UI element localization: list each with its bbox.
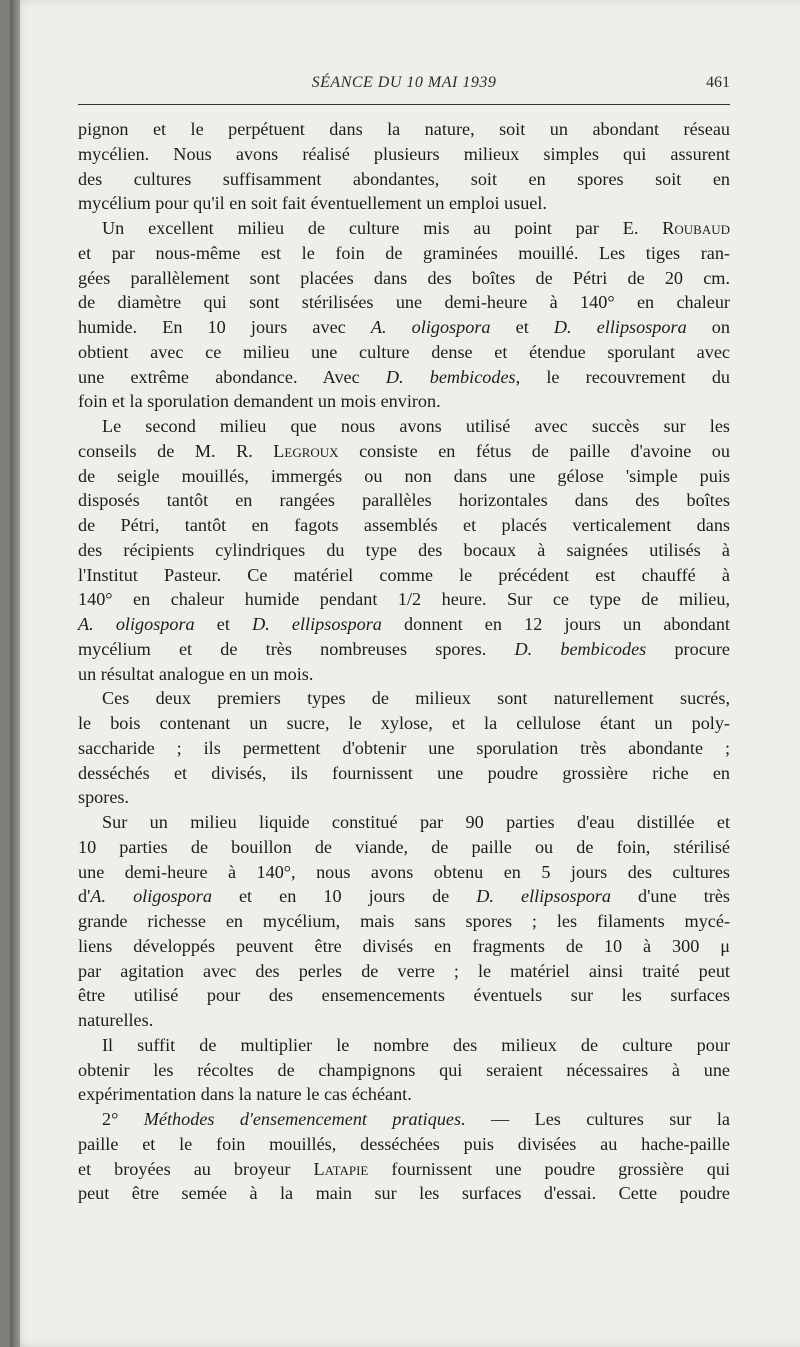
text-line: 140° en chaleur humide pendant 1/2 heure. Sur ce type de milieu,: [78, 589, 730, 610]
text-line: Ces deux premiers types de milieux sont naturellement sucrés,: [102, 688, 730, 709]
text-line: un résultat analogue en un mois.: [78, 663, 314, 684]
text-line: par agitation avec des perles de verre ; le matériel ainsi traité peut: [78, 960, 730, 981]
text-line: de Pétri, tantôt en fagots assemblés et placés verticalement dans: [78, 515, 730, 535]
text-line: Il suffit de multiplier le nombre des milieux de culture pour: [102, 1034, 730, 1055]
text-line: paille et le foin mouillés, desséchées puis divisées au hache-paille: [78, 1133, 730, 1154]
running-head: SÉANCE DU 10 MAI 1939: [311, 74, 497, 91]
text-line: de diamètre qui sont stérilisées une demi-heure à 140° en chaleur: [78, 292, 730, 313]
text-line: naturelles.: [78, 1010, 154, 1030]
text-line: spores.: [78, 787, 130, 808]
text-line: 2° Méthodes d'ensemencement pratiques. — Les cultures sur la: [102, 1109, 730, 1129]
paragraph: [78, 414, 730, 686]
text-line: de seigle mouillés, immergés ou non dans une gélose 'simple puis: [78, 465, 730, 486]
text-line: expérimentation dans la nature le cas échéant.: [78, 1084, 412, 1105]
text-line: liens développés peuvent être divisés en fragments de 10 à 300 μ: [78, 935, 730, 956]
text-line: disposés tantôt en rangées parallèles horizontales dans des boîtes: [78, 490, 730, 511]
text-line: Un excellent milieu de culture mis au point par E. Roubaud: [102, 218, 730, 238]
text-line: et broyées au broyeur Latapie fournissent une poudre grossière qui: [78, 1158, 731, 1179]
text-line: des cultures suffisamment abondantes, soit en spores soit en: [78, 168, 730, 189]
text-line: une extrême abondance. Avec D. bembicodes, le recouvrement du: [78, 366, 731, 387]
text-line: l'Institut Pasteur. Ce matériel comme le précédent est chauffé à: [78, 564, 730, 585]
text-line: A. oligospora et D. ellipsospora donnent en 12 jours un abondant: [78, 614, 730, 634]
paragraph: [78, 216, 730, 414]
text-line: Sur un milieu liquide constitué par 90 parties d'eau distillée et: [102, 812, 730, 832]
text-line: obtient avec ce milieu une culture dense et étendue sporulant avec: [78, 341, 730, 362]
text-line: Le second milieu que nous avons utilisé avec succès sur les: [102, 416, 730, 436]
text-line: saccharide ; ils permettent d'obtenir une sporulation très abondante ;: [78, 737, 730, 758]
text-line: d'A. oligospora et en 10 jours de D. ellipsospora d'une très: [78, 886, 730, 907]
text-line: foin et la sporulation demandent un mois environ.: [78, 391, 441, 412]
text-line: peut être semée à la main sur les surfaces d'essai. Cette poudre: [78, 1183, 730, 1204]
text-line: mycélien. Nous avons réalisé plusieurs milieux simples qui assurent: [78, 143, 730, 164]
paragraph: [78, 810, 730, 1033]
text-line: conseils de M. R. Legroux consiste en fétus de paille d'avoine ou: [78, 440, 730, 461]
text-line: desséchés et divisés, ils fournissent une poudre grossière riche en: [78, 762, 730, 783]
book-page: [10, 0, 800, 1347]
text-line: 10 parties de bouillon de viande, de paille ou de foin, stérilisé: [78, 836, 730, 857]
text-line: des récipients cylindriques du type des bocaux à saignées utilisés à: [78, 539, 730, 560]
text-line: une demi-heure à 140°, nous avons obtenu en 5 jours des cultures: [78, 861, 730, 882]
text-line: humide. En 10 jours avec A. oligospora et D. ellipsospora on: [78, 317, 730, 337]
text-line: mycélium pour qu'il en soit fait éventuellement un emploi usuel.: [78, 193, 547, 214]
paragraph: [78, 686, 730, 810]
text-line: gées parallèlement sont placées dans des boîtes de Pétri de 20 cm.: [78, 267, 730, 288]
text-line: mycélium et de très nombreuses spores. D. bembicodes procure: [78, 638, 731, 659]
text-line: grande richesse en mycélium, mais sans spores ; les filaments mycé-: [78, 911, 730, 931]
text-line: le bois contenant un sucre, le xylose, et la cellulose étant un poly-: [78, 713, 730, 733]
paragraph: [78, 117, 730, 216]
text-line: obtenir les récoltes de champignons qui seraient nécessaires à une: [78, 1059, 730, 1080]
page-header: [78, 74, 730, 100]
paragraph: [78, 1107, 730, 1206]
body-text: [78, 117, 730, 1206]
paragraph: [78, 1033, 730, 1107]
page-binding-shadow: [10, 0, 20, 1347]
text-line: et par nous-même est le foin de graminées mouillé. Les tiges ran-: [78, 242, 730, 263]
text-line: pignon et le perpétuent dans la nature, soit un abondant réseau: [78, 119, 730, 139]
text-line: être utilisé pour des ensemencements éventuels sur les surfaces: [78, 985, 730, 1006]
header-rule: [78, 104, 730, 105]
page-number: 461: [706, 74, 730, 91]
